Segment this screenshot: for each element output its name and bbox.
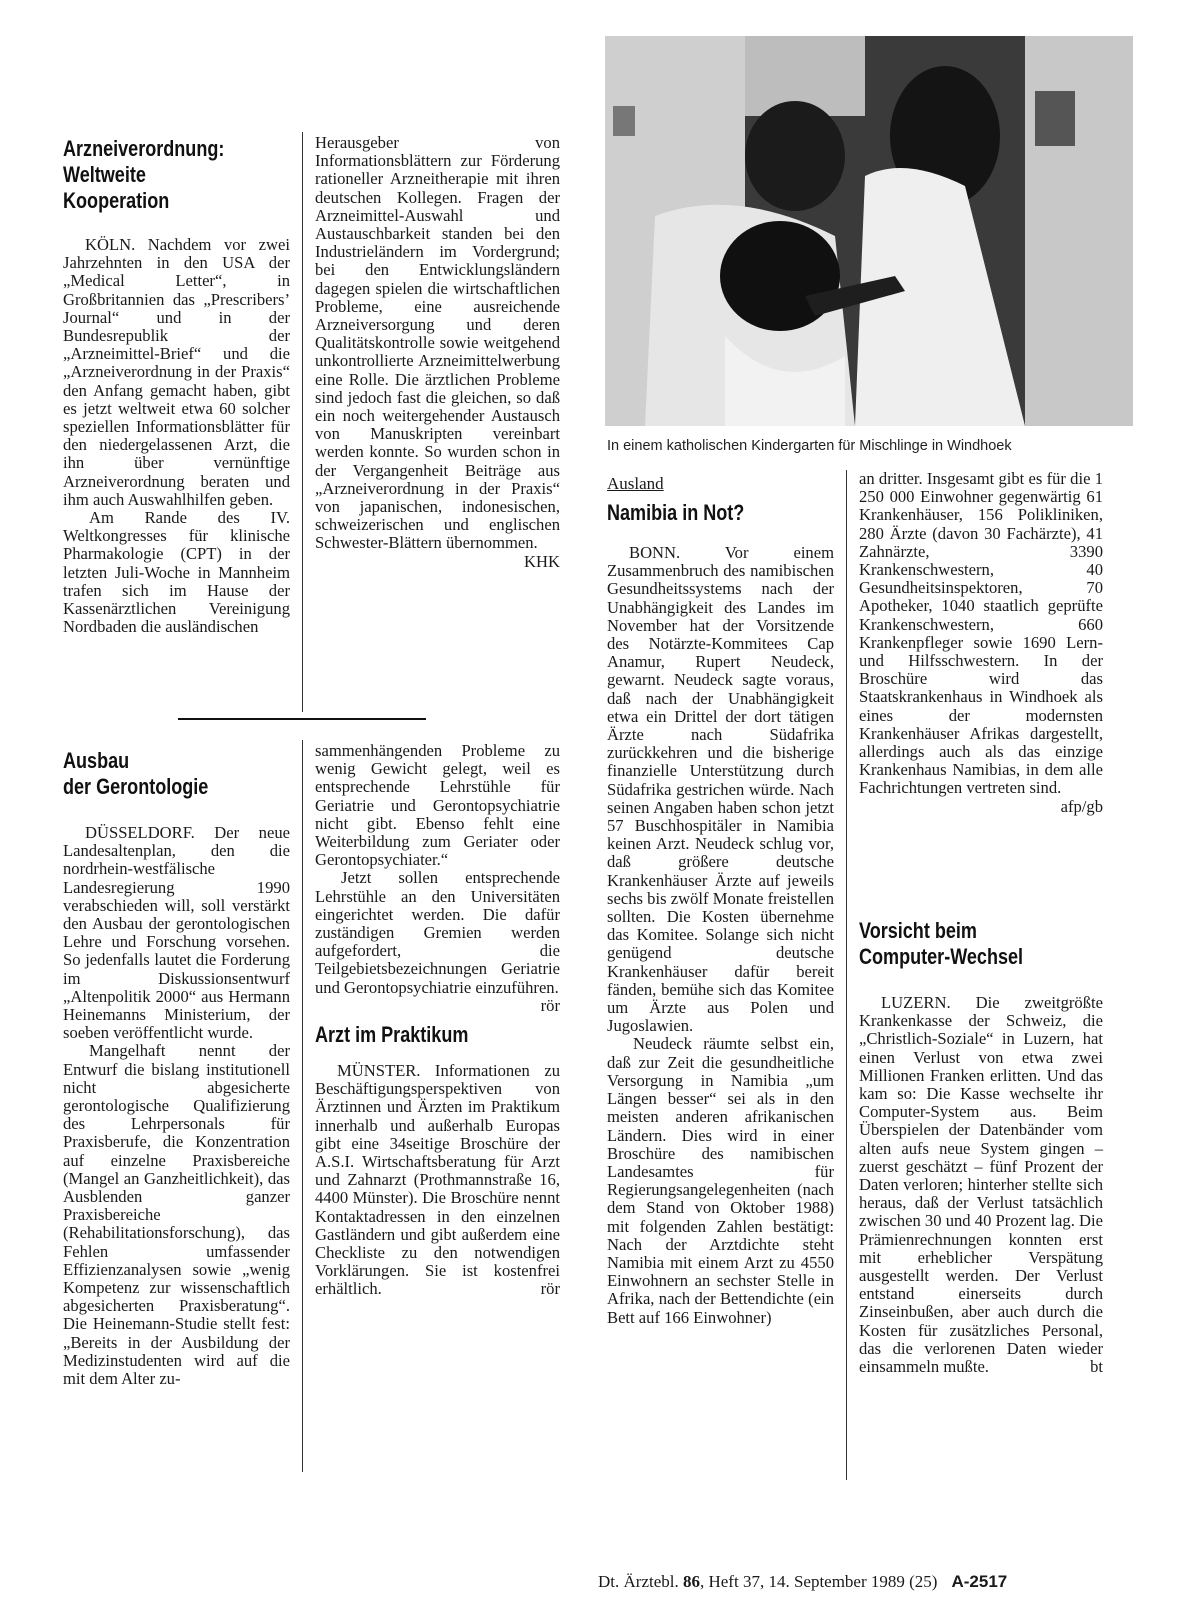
gerontologie-column-1 <box>63 824 290 1388</box>
section-rubric: Ausland <box>607 474 664 493</box>
article-paragraph: Herausgeber von Informationsblättern zur Förderung rationeller Arzneitherapie mit ihren deutschen Kollegen. Fragen der Arzneimittel-Auswahl und Austauschbarkeit standen bei den Industrieländern im Vordergrund; bei den Entwicklungsländern dagegen spielen die wirtschaftlichen Probleme, eine ausreichende Arzneiversorgung und deren Qualitätskontrolle sowie weitgehend unkontrollierte Arzneimittelwerbung eine Rolle. Die ärztlichen Probleme sind jedoch fast die gleichen, so daß ein noch weitergehender Austausch von Manuskripten vereinbart werden konnte. So wurden schon in der Vergangenheit Beiträge aus „Arzneiverordnung in der Praxis“ von japanischen, indonesischen, schweizerischen und englischen Schwester-Blättern übernommen. KHK <box>315 133 560 571</box>
headline-gerontologie: Ausbau der Gerontologie <box>63 748 209 799</box>
article-paragraph: Mangelhaft nennt der Entwurf die bislang institutionell nicht abgesicherte gerontologische Qualifizierung des Lehrpersonals für Praxisberufe, die Konzentration auf einzelne Praxisbereiche (Mangel an Ganzheitlichkeit), das Ausblenden ganzer Praxisbereiche (Rehabilitationsforschung), das Fehlen umfassender Effizienzanalysen sowie „wenig Kompetenz zur wissenschaftlich abgesicherten Praxisberatung“. Die Heinemann-Studie stellt fest: „Bereits in der Ausbildung der Medizinstudenten wird auf die mit dem Alter zu- <box>63 1041 290 1389</box>
arzneiverordnung-column-1 <box>63 236 290 636</box>
arzneiverordnung-column-2 <box>315 134 560 571</box>
headline-arzneiverordnung: Arzneiverordnung: Weltweite Kooperation <box>63 136 225 213</box>
journal-volume: 86 <box>682 1572 700 1591</box>
news-photo <box>605 36 1133 426</box>
issue-info: , Heft 37, 14. September 1989 (25) <box>699 1572 938 1591</box>
namibia-column-1 <box>607 544 834 1327</box>
page-footer <box>598 1572 1007 1592</box>
author-signature: KHK <box>524 551 560 571</box>
author-signature: afp/gb <box>1060 796 1103 816</box>
namibia-column-2 <box>859 470 1103 816</box>
article-paragraph: BONN. Vor einem Zusammenbruch des namibischen Gesundheitssystems nach der Unabhängigkeit des Landes im November hat der Vorsitzende des Notärzte-Kommitees Cap Anamur, Rupert Neudeck, gewarnt. Neudeck sagte voraus, daß nach der Unabhängigkeit etwa ein Drittel der dort tätigen Ärzte nach Südafrika zurückkehren und die bisherige finanzielle Unterstützung durch Südafrika gestrichen würde. Nach seinen Angaben haben schon jetzt 57 Buschhospitäler in Namibia keinen Arzt. Neudeck schlug vor, daß größere deutsche Krankenhäuser Ärzte auf jeweils sechs bis zwölf Monate freistellen sollten. Die Kosten übernehme das Komitee. Solange sich nicht genügend deutsche Krankenhäuser dafür bereit fänden, bemühe sich das Komitee um Ärzte aus Polen und Jugoslawien. <box>607 543 834 1036</box>
author-signature: rör <box>540 1279 560 1299</box>
article-paragraph: Neudeck räumte selbst ein, daß zur Zeit die gesundheitliche Versorgung in Namibia „um Längen besser“ sei als in den meisten anderen afrikanischen Ländern. Dies wird in einer Broschüre des namibischen Landesamtes für Regierungsangelegenheiten (nach dem Stand von Oktober 1988) mit folgenden Zahlen bestätigt: Nach der Arztdichte steht Namibia mit einem Arzt zu 4550 Einwohnern an sechster Stelle in Afrika, nach der Bettendichte (ein Bett auf 166 Einwohner) <box>607 1034 834 1327</box>
article-paragraph: sammenhängenden Probleme zu wenig Gewicht gelegt, weil es entsprechende Lehrstühle für Geriatrie und Gerontopsychiatrie nicht gibt. Ebenso fehlt eine Weiterbildung zum Geriater oder Gerontopsychiater.“ <box>315 741 560 870</box>
article-paragraph: MÜNSTER. Informationen zu Beschäftigungsperspektiven von Ärztinnen und Ärzten im Praktikum innerhalb und außerhalb Europas gibt eine 34seitige Broschüre der A.S.I. Wirtschaftsberatung für Arzt und Zahnarzt (Prothmannstraße 16, 4400 Münster). Die Broschüre nennt Kontaktadressen in den einzelnen Gastländern und gibt außerdem eine Checkliste zu den notwendigen Vorklärungen. Sie ist kostenfrei erhältlich. rör <box>315 1061 560 1299</box>
headline-namibia: Namibia in Not? <box>607 500 745 525</box>
gerontologie-column-2 <box>315 742 560 1015</box>
praktikum-column <box>315 1062 560 1299</box>
author-signature: rör <box>540 995 560 1015</box>
article-paragraph: an dritter. Insgesamt gibt es für die 1 250 000 Einwohner gegenwärtig 61 Krankenhäuser, 156 Polikliniken, 280 Ärzte (davon 30 Fachärzte), 41 Zahnärzte, 3390 Krankenschwestern, 40 Gesundheitsinspektoren, 70 Apotheker, 1040 staatlich geprüfte Krankenschwestern, 660 Krankenpfleger sowie 1690 Lern- und Hilfsschwestern. In der Broschüre wird das Staatskrankenhaus in Windhoek als eines der modernsten Krankenhäuser Afrikas dargestellt, allerdings auch als das einzige Krankenhaus Namibias, in dem alle Fachrichtungen vertreten sind. afp/gb <box>859 469 1103 816</box>
journal-name: Dt. Ärztebl. <box>598 1572 679 1591</box>
article-divider <box>178 718 426 720</box>
page-number: A-2517 <box>951 1572 1008 1591</box>
column-rule <box>302 740 303 1472</box>
article-paragraph: Jetzt sollen entsprechende Lehrstühle an den Universitäten eingerichtet werden. Die dafür zuständigen Gremien werden aufgefordert, die Teilgebietsbezeichnungen Geriatrie und Gerontopsychiatrie einzuführen. rör <box>315 868 560 1015</box>
photo-caption: In einem katholischen Kindergarten für Mischlinge in Windhoek <box>607 438 1012 454</box>
headline-praktikum: Arzt im Praktikum <box>315 1022 469 1047</box>
article-paragraph: DÜSSELDORF. Der neue Landesaltenplan, den die nordrhein-westfälische Landesregierung 1990 verabschieden will, soll verstärkt den Ausbau der gerontologischen Lehre und Forschung vorsehen. So jedenfalls lautet die Forderung im Diskussionsentwurf „Altenpolitik 2000“ aus Hermann Heinemanns Ministerium, der soeben veröffentlicht wurde. <box>63 823 290 1043</box>
computer-column <box>859 994 1103 1376</box>
article-paragraph: LUZERN. Die zweitgrößte Krankenkasse der Schweiz, die „Christlich-Soziale“ in Luzern, hat einen Verlust von etwa zwei Millionen Franken erlitten. Und das kam so: Die Kasse wechselte ihr Computer-System aus. Beim Überspielen der Datenbänder vom alten aufs neue System gingen – zuerst geschätzt – fünf Prozent der Daten verloren; hinterher stellte sich heraus, daß der Verlust tatsächlich zwischen 30 und 40 Prozent lag. Die Prämienrechnungen konnten erst mit erheblicher Verspätung ausgestellt werden. Der Verlust entstand einerseits durch Zinseinbußen, aber auch durch die Kosten für zusätzliches Personal, das die verlorenen Daten wieder einsammeln mußte. bt <box>859 993 1103 1377</box>
photo-illustration <box>605 36 1133 426</box>
column-rule <box>846 470 847 1480</box>
author-signature: bt <box>1090 1357 1103 1377</box>
headline-computer: Vorsicht beim Computer-Wechsel <box>859 918 1024 969</box>
column-rule <box>302 132 303 712</box>
article-paragraph: KÖLN. Nachdem vor zwei Jahrzehnten in den USA der „Medical Letter“, in Großbritannien das „Prescribers’ Journal“ und in der Bundesrepublik der „Arzneimittel-Brief“ und die „Arzneiverordnung in der Praxis“ den Anfang gemacht haben, gibt es jetzt weltweit etwa 60 solcher speziellen Informationsblätter für den niedergelassenen Arzt, die ihn über vernünftige Arzneiverordnung beraten und ihm auch Auswahlhilfen geben. <box>63 235 290 509</box>
article-paragraph: Am Rande des IV. Weltkongresses für klinische Pharmakologie (CPT) in der letzten Juli-Woche in Mannheim trafen sich im Hause der Kassenärztlichen Vereinigung Nordbaden die ausländischen <box>63 508 290 637</box>
